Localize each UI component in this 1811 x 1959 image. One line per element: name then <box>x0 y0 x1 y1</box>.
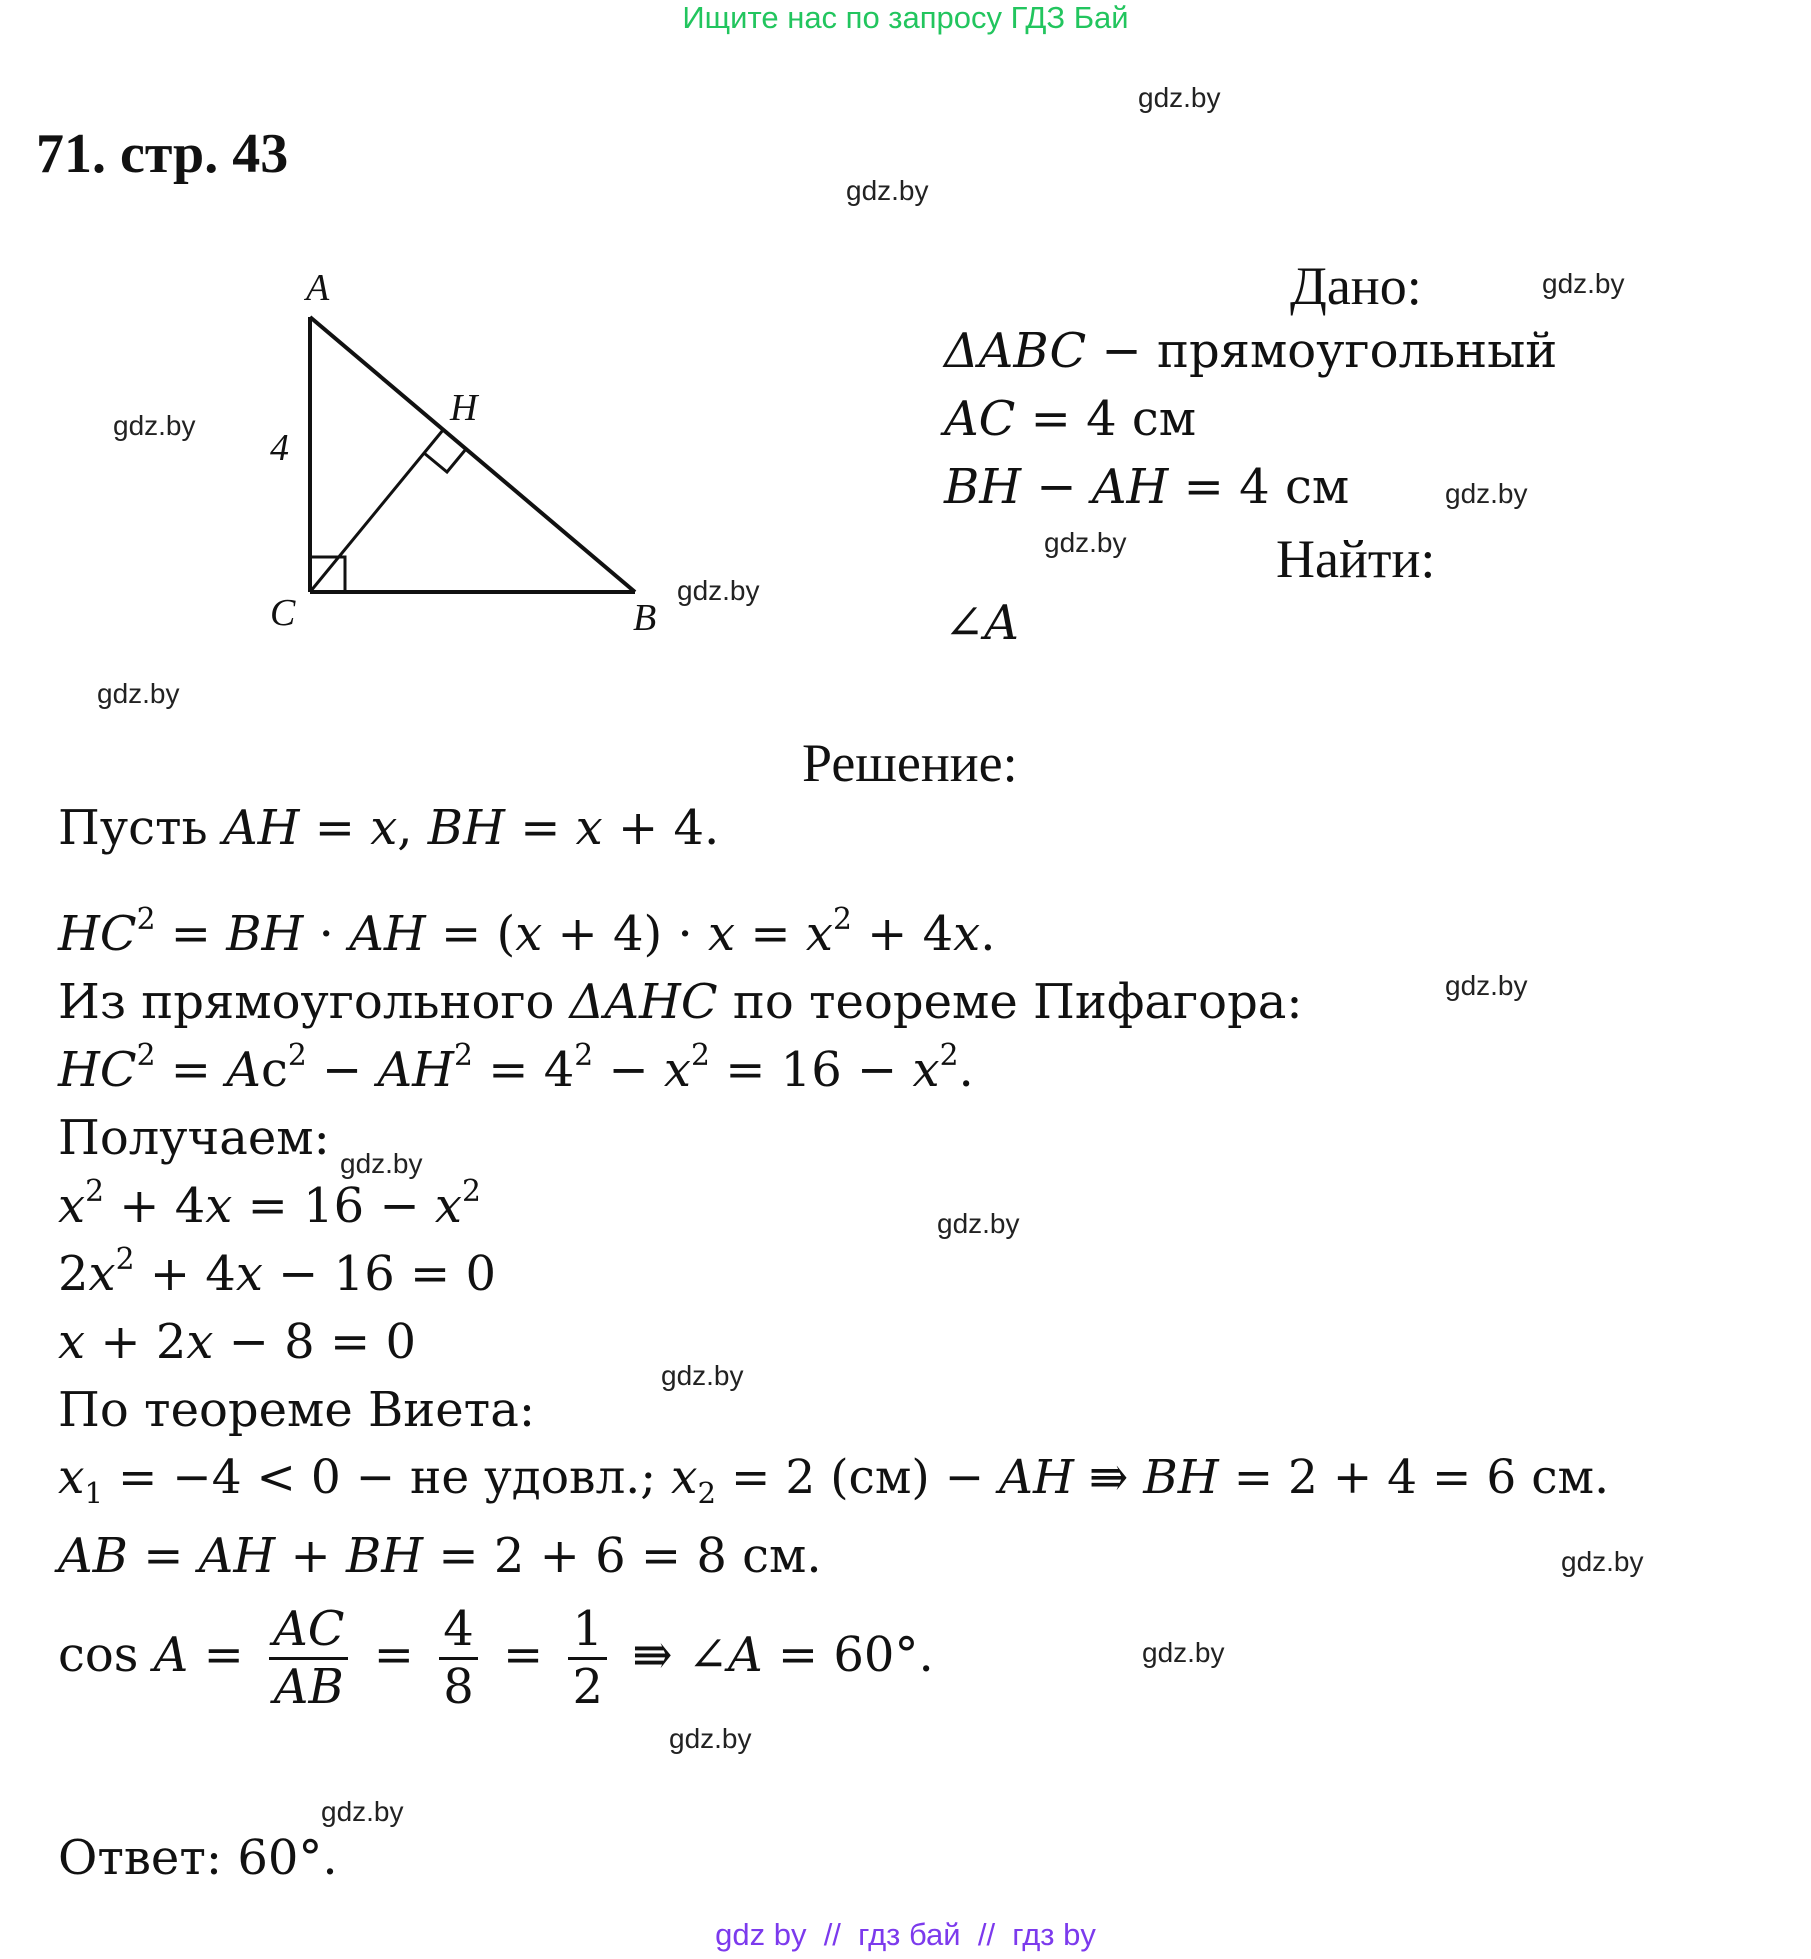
given-triangle-text: прямоугольный <box>1156 323 1558 379</box>
find-angle: ∠A <box>944 595 1019 651</box>
watermark: gdz.by <box>113 410 196 441</box>
watermark: gdz.by <box>1445 970 1528 1001</box>
watermark: gdz.by <box>340 1148 423 1179</box>
answer-line <box>58 1832 338 1885</box>
answer-label: Ответ: <box>58 1830 223 1886</box>
footer-link-gdz-by-cyr[interactable]: гдз by <box>1012 1917 1096 1952</box>
watermark: gdz.by <box>1138 82 1221 113</box>
footer-links <box>0 1917 1811 1953</box>
answer-value: 60°. <box>237 1830 338 1886</box>
vertex-b-label: B <box>633 597 657 639</box>
solution-line-pythagoras: $HC^2 = Aс^2 - AH^2 = 4^2 - x^2 = 16 - x^2$. <box>58 1038 974 1098</box>
given-ac: AC = 4 см <box>944 391 1197 447</box>
footer-separator: // <box>823 1917 841 1952</box>
find-title: Найти: <box>1276 529 1436 589</box>
triangle-figure <box>250 260 670 660</box>
watermark: gdz.by <box>937 1208 1020 1239</box>
watermark: gdz.by <box>661 1360 744 1391</box>
problem-heading: 71. стр. 43 <box>36 123 289 185</box>
cos-line: cos A = $\frac{AC}{AB}$ = $\frac{4}{8}$ = $\frac{1}{2}$ ⇛ ∠A = 60°. <box>58 1601 934 1716</box>
side-ac-label: 4 <box>270 427 289 469</box>
watermark: gdz.by <box>1542 268 1625 299</box>
point-h-label: H <box>450 387 478 429</box>
watermark: gdz.by <box>1561 1546 1644 1577</box>
solution-line-pythagoras-intro: Из прямоугольного ΔAHC по теореме Пифагора: <box>58 974 1303 1030</box>
right-angle-h <box>424 449 466 472</box>
given-ac-value: 4 см <box>1086 391 1197 447</box>
let-word: Пусть <box>58 800 208 856</box>
equation-1: $x^2 + 4x = 16 - x^2$ <box>58 1174 481 1234</box>
equation-3: x + 2x − 8 = 0 <box>58 1314 416 1370</box>
watermark: gdz.by <box>677 575 760 606</box>
fraction-ac-ab: $\frac{AC}{AB}$ <box>269 1602 348 1715</box>
vieta-title: По теореме Виета: <box>58 1382 536 1438</box>
footer-link-gdz-by[interactable]: gdz by <box>715 1917 807 1952</box>
equation-2: $2x^2 + 4x - 16 = 0$ <box>58 1242 497 1302</box>
watermark: gdz.by <box>669 1723 752 1754</box>
solution-line-let: Пусть AH = x, BH = x + 4. <box>58 800 720 856</box>
ab-line: AB = AH + BH = 2 + 6 = 8 см. <box>58 1528 822 1584</box>
vertex-c-label: C <box>270 592 296 634</box>
watermark: gdz.by <box>1044 527 1127 558</box>
footer-link-gdz-bai[interactable]: гдз бай <box>858 1917 961 1952</box>
solution-line-hc-product: $HC^2$ = BH · AH = $(x + 4) \cdot x = x^2 + 4x$. <box>58 902 996 962</box>
cm-paren: (см) <box>830 1450 930 1505</box>
watermark: gdz.by <box>846 175 929 206</box>
vertex-a-label: A <box>306 267 330 309</box>
watermark: gdz.by <box>321 1796 404 1827</box>
not-ok-text: не удовл. <box>410 1450 641 1505</box>
watermark: gdz.by <box>1445 478 1528 509</box>
watermark: gdz.by <box>97 678 180 709</box>
roots-line: $x_1 = -4 < 0$ − не удовл.; $x_2 = 2$ (см) − AH ⇛ BH = 2 + 4 = 6 см. <box>58 1450 1610 1511</box>
pyth-prefix: Из прямоугольного <box>58 974 555 1030</box>
given-title: Дано: <box>1290 256 1422 316</box>
given-difference: BH − AH = 4 см <box>944 459 1350 515</box>
side-ab <box>310 317 635 592</box>
watermark: gdz.by <box>1142 1637 1225 1668</box>
cm-unit-2: см. <box>742 1528 822 1584</box>
fraction-4-8: $\frac{4}{8}$ <box>439 1602 478 1715</box>
pyth-suffix: по теореме Пифагора: <box>732 974 1303 1030</box>
footer-separator: // <box>977 1917 996 1952</box>
given-triangle: ΔABC − прямоугольный <box>944 323 1558 379</box>
solution-title: Решение: <box>802 733 1018 793</box>
altitude-ch <box>310 430 443 592</box>
we-get: Получаем: <box>58 1110 330 1166</box>
cm-unit-1: см. <box>1531 1450 1610 1505</box>
fraction-1-2: $\frac{1}{2}$ <box>568 1602 607 1715</box>
promo-text: Ищите нас по запросу ГДЗ Бай <box>682 0 1129 35</box>
given-diff-value: 4 см <box>1239 459 1350 515</box>
